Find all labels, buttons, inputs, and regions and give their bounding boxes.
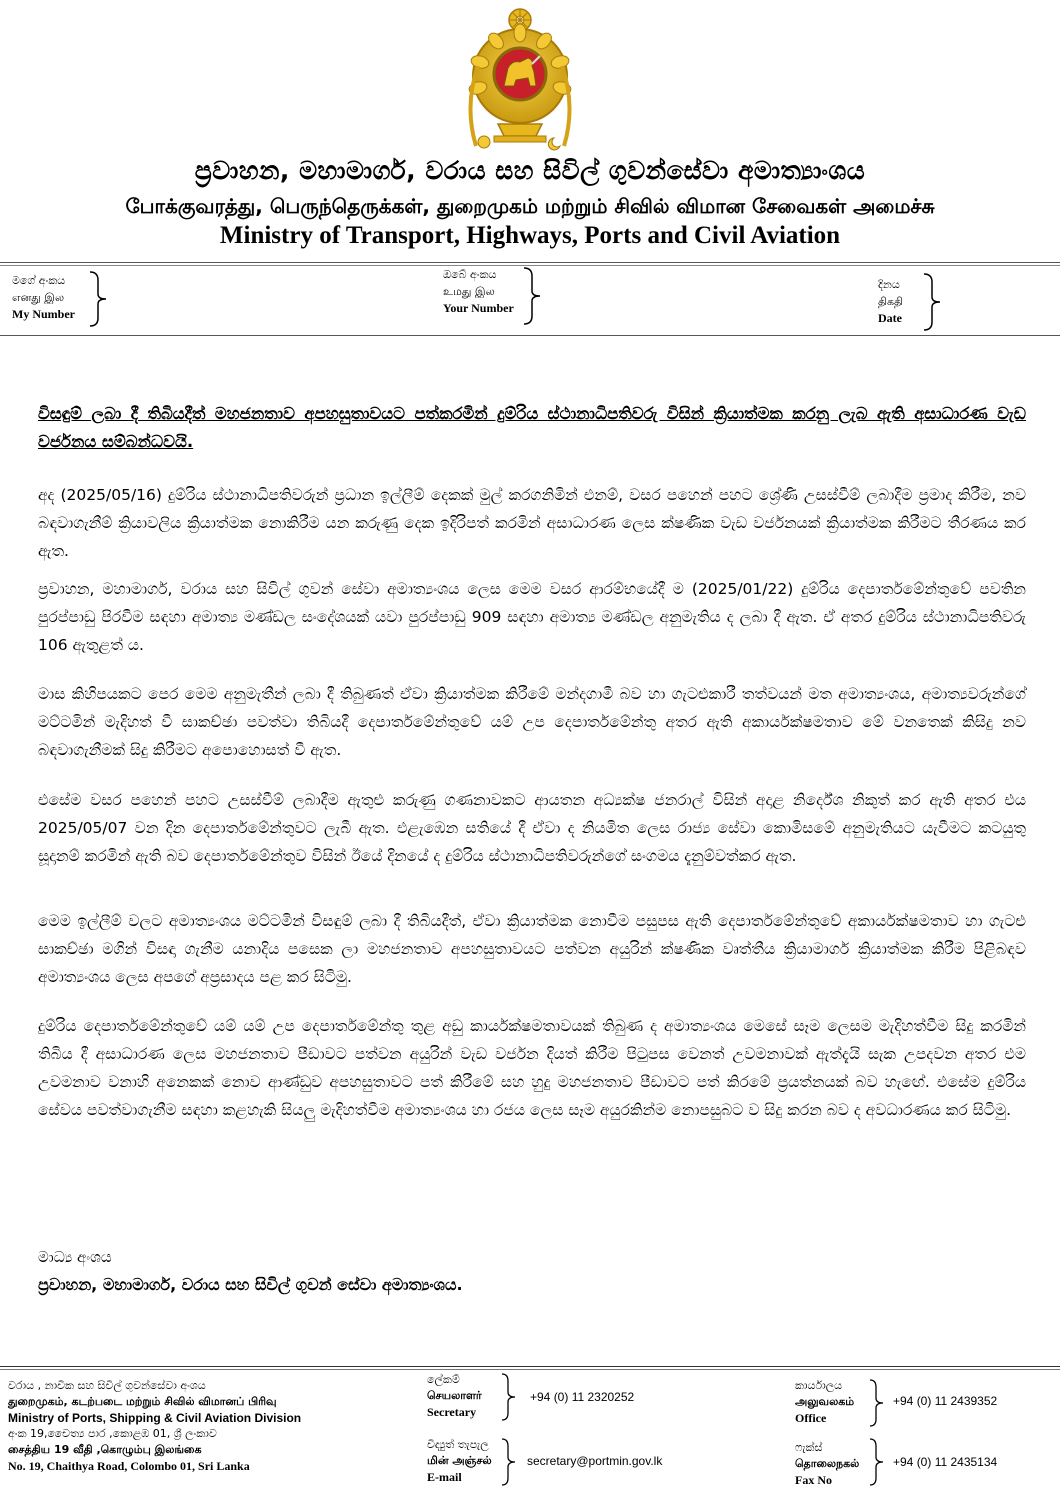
- footer-divider-double: [0, 1369, 1060, 1370]
- header-divider: [0, 262, 1060, 263]
- fax-label-ta: தொலைநகல்: [795, 1457, 860, 1470]
- address-sinhala: අංක 19,චෛත්‍ය පාර ,කොළඹ 01, ශ්‍රී ලංකාව: [8, 1427, 217, 1440]
- paragraph-1: අද (2025/05/16) දුම්රිය ස්ථානාධිපතිවරුන් ප්‍රධාන ඉල්ලීම් දෙකක් මුල් කරගනිමින් එනම්, වසර පහෙන් පහට ශ්‍රේණි උසස්වීම් ලබාදීම ප්‍රමාද කිරීම, නව බඳවාගැනීම් ක්‍රියාවලිය ක්‍රියාත්මක නොකිරීම යන කරුණු දෙක ඉදිරිපත් කරමින් අසාධාරණ ලෙස ක්ෂණික වැඩ වර්ජනයක් ක්‍රියාත්මක කිරීමට තීරණය කර ඇත.: [38, 486, 1026, 560]
- email-address[interactable]: secretary@portmin.gov.lk: [527, 1454, 663, 1468]
- right-brace-icon: [88, 270, 112, 328]
- office-label-si: කාර්යාලය: [795, 1379, 843, 1392]
- office-phone: +94 (0) 11 2439352: [893, 1394, 998, 1408]
- secretary-label: [427, 1372, 482, 1420]
- email-label: [427, 1437, 492, 1485]
- address-tamil: சைத்திய 19 வீதி ,கொழும்பு இலங்கை: [8, 1443, 202, 1456]
- footer-divider: [0, 1366, 1060, 1367]
- office-label: [795, 1378, 854, 1426]
- my-number-label-si: මගේ අංකය: [12, 274, 66, 287]
- secretary-label-si: ලේකම්: [427, 1373, 460, 1386]
- sri-lanka-national-emblem-icon: [458, 6, 582, 154]
- paragraph-3: මාස කිහිපයකට පෙර මෙම අනුමැතීන් ලබා දී තිබුණත් ඒවා ක්‍රියාත්මක කිරීමේ මන්දගාමී බව හා ගැටළුකාරී තත්වයන් මත අමාත්‍යංශය, අමාත්‍යවරුන්ගේ මට්ටමින් මැදිහත් වී සාකච්ඡා පවත්වා තිබියදී දෙපාර්තමේන්තුවේ යම් උප දෙපාර්තමේන්තු අතර ඇති අකාර්යක්ෂමතාව මේ වනතෙක් කිසිදු නව බඳවාගැනීමක් සිදු කිරීමට අපොහොසත් වී ඇත.: [38, 685, 1026, 759]
- date-label-si: දිනය: [878, 278, 900, 291]
- paragraph-5: මෙම ඉල්ලීම් වලට අමාත්‍යංශය මට්ටමින් විසඳුම් ලබා දී තිබියදීත්, ඒවා ක්‍රියාත්මක නොවීම පසුපස ඇති දෙපාර්තමේන්තුවේ අකාර්යක්ෂමතාව හා ගැටළු සාකච්ඡා මගින් විසඳා ගැනීම යනාදිය පසෙක ලා මහජනතාව අපහසුතාවයට පත්වන අයුරින් ක්ෂණික වෘත්තීය ක්‍රියාමාර්ග ක්‍රියාත්මක කිරීම පිළිබඳව අමාත්‍යංශය ලෙස අපගේ අප්‍රසාදය පළ කර සිටිමු.: [38, 912, 1026, 986]
- right-brace-icon: [522, 266, 546, 326]
- my-number-label-ta: எனது இல: [12, 291, 65, 304]
- paragraph-4: එසේම වසර පහෙන් පහට උසස්වීම් ලබාදීම ඇතුළු කරුණු ගණනාවකට ආයතන අධ්‍යක්ෂ ජනරාල් විසින් අදාළ නිර්දේශ නිකුත් කර ඇති අතර එය 2025/05/07 වන දින දෙපාර්තමේන්තුවට ලැබී ඇත. එළැඹෙන සතියේ දී ඒවා ද නියමිත ලෙස රාජ්‍ය සේවා කොමිසමේ අනුමැතියට යැවීමට කටයුතු සූදානම් කරමින් ඇති බව දෙපාර්තමේන්තුව විසින් ඊයේ දිනයේ ද දුම්රිය ස්ථානාධිපතිවරුන්ගේ සංගමය දැනුම්වත්කර ඇත.: [38, 791, 1026, 865]
- date-label-en: Date: [878, 311, 902, 325]
- ministry-title-tamil: போக்குவரத்து, பெருந்தெருக்கள், துறைமுகம் மற்றும் சிவில் விமான சேவைகள் அமைச்சு: [125, 194, 935, 218]
- office-label-en: Office: [795, 1411, 827, 1425]
- secretary-label-ta: செயலாளர்: [427, 1389, 482, 1402]
- division-tamil: துறைமுகம், கடற்படை மற்றும் சிவில் விமானப் பிரிவு: [8, 1395, 277, 1408]
- your-number-label-en: Your Number: [443, 301, 514, 315]
- subject-heading: විසඳුම් ලබා දී තිබියදීත් මහජනතාව අපහසුතාවයට පත්කරමින් දුම්රිය ස්ථානාධිපතිවරු විසින් ක්‍රියාත්මක කරනු ලැබ ඇති අසාධාරණ වැඩ වර්ජනය සම්බන්ධවයි.: [38, 404, 1026, 451]
- office-label-ta: அலுவலகம்: [795, 1395, 855, 1408]
- signature-department: මාධ්‍ය අංශය: [38, 1248, 112, 1266]
- signature-ministry: ප්‍රවාහන, මහාමාර්ග, වරාය සහ සිවිල් ගුවන් සේවා අමාත්‍යංශය.: [38, 1275, 463, 1294]
- right-brace-icon: [500, 1372, 520, 1422]
- email-label-si: විද්‍යුත් තැපැල: [427, 1438, 489, 1451]
- ministry-title-sinhala: ප්‍රවාහන, මහාමාර්ග, වරාය සහ සිවිල් ගුවන්සේවා අමාත්‍යාංශය: [194, 156, 866, 185]
- your-number-label-ta: உமது இல: [443, 285, 495, 298]
- email-label-en: E-mail: [427, 1470, 462, 1484]
- secretary-phone: +94 (0) 11 2320252: [530, 1390, 635, 1404]
- right-brace-icon: [500, 1437, 520, 1487]
- your-number-field: [443, 266, 514, 317]
- secretary-label-en: Secretary: [427, 1405, 477, 1419]
- right-brace-icon: [868, 1378, 888, 1428]
- division-english: Ministry of Ports, Shipping & Civil Aviation Division: [8, 1411, 302, 1425]
- fax-number: +94 (0) 11 2435134: [893, 1455, 998, 1469]
- ministry-title-english: Ministry of Transport, Highways, Ports and Civil Aviation: [219, 222, 841, 249]
- right-brace-icon: [922, 272, 946, 332]
- fax-label-en: Fax No: [795, 1473, 832, 1487]
- your-number-label-si: ඔබේ අංකය: [443, 268, 497, 281]
- paragraph-6: දුම්රිය දෙපාර්තමේන්තුවේ යම් යම් උප දෙපාර්තමේන්තු තුළ අඩු කාර්යක්ෂමතාවයක් තිබුණ ද අමාත්‍යංශය මෙසේ සෑම ලෙසම මැදිහත්වීම සිදු කරමින් තිබිය දී අසාධාරණ ලෙස මහජනතාව පීඩාවට පත්වන අයුරින් වැඩ වර්ජන දියත් කිරීම පිටුපස වෙනත් උවමනාවක් ඇත්දැයි සැක උපදවන අතර එම උවමනාව වනාහි අනෙකක් නොව ආණ්ඩුව අපහසුතාවට පත් කිරීමේ සහ හුදු මහජනතාව පීඩාවට පත් කිරමේ ප්‍රයත්නයක් බව හැඟේ. එසේම දුම්රිය සේවය පවත්වාගැනීම සඳහා කළහැකි සියලු මැදිහත්වීම අමාත්‍යංශය හා රජය ලෙස සෑම අයුරකින්ම නොපසුබට ව සිදු කරන බව ද අවධාරණය කර සිටිමු.: [38, 1017, 1026, 1119]
- address-english: No. 19, Chaithya Road, Colombo 01, Sri Lanka: [8, 1459, 250, 1473]
- right-brace-icon: [868, 1437, 888, 1487]
- my-number-field: [12, 272, 75, 323]
- email-label-ta: மின் அஞ்சல்: [427, 1454, 492, 1467]
- division-sinhala: වරාය , නාවික සහ සිවිල් ගුවන්සේවා අංශය: [8, 1379, 206, 1392]
- date-field: [878, 276, 903, 327]
- date-label-ta: திகதி: [878, 295, 904, 308]
- footer-address-block: [8, 1378, 408, 1474]
- fax-label: [795, 1440, 859, 1488]
- paragraph-2: ප්‍රවාහන, මහාමාර්ග, වරාය සහ සිවිල් ගුවන් සේවා අමාත්‍යංශය ලෙස මෙම වසර ආරම්භයේදී ම (2025/01/22) දුම්රිය දෙපාර්තමේන්තුවේ පවතින පුරප්පාඩු පිරවීම සඳහා අමාත්‍ය මණ්ඩල සංදේශයක් යවා පුරප්පාඩු 909 සඳහා අමාත්‍ය මණ්ඩල අනුමැතිය ද ලබා දී ඇත. ඒ අතර දුම්රිය ස්ථානාධිපතිවරු 106 ඇතුළත් ය.: [38, 580, 1026, 654]
- fax-label-si: ෆැක්ස්: [795, 1441, 823, 1454]
- reference-divider: [0, 335, 1060, 336]
- my-number-label-en: My Number: [12, 307, 75, 321]
